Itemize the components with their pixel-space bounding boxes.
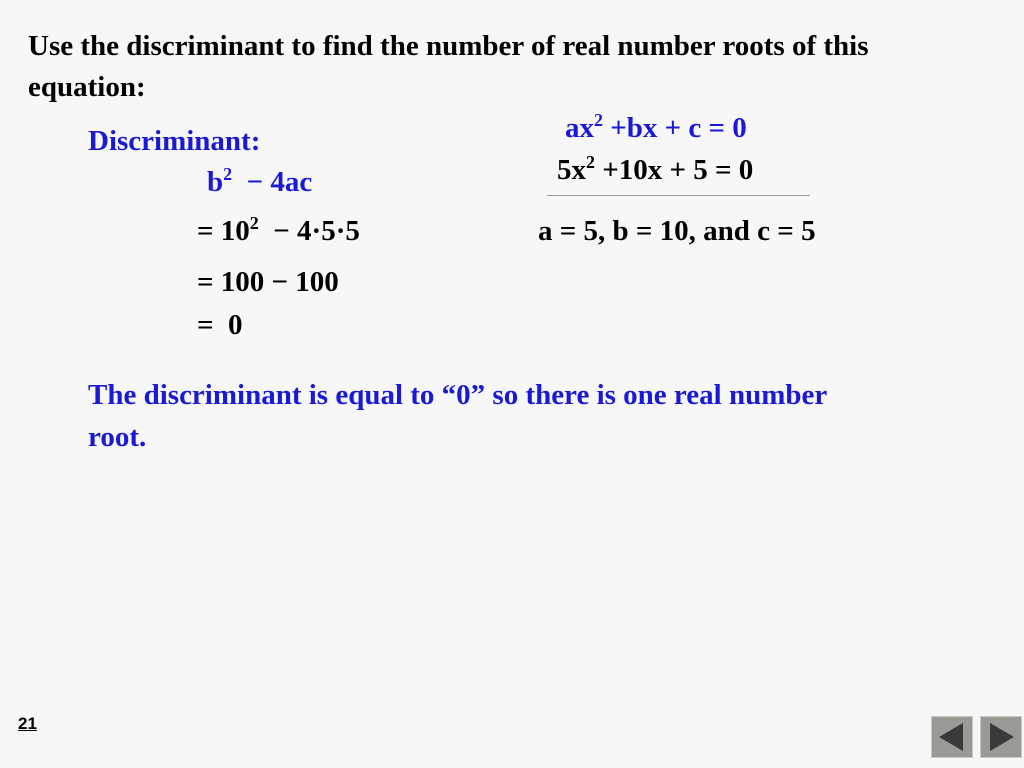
- specific-eq-base: 5x: [557, 154, 586, 186]
- step1-rest: − 4·5·5: [258, 215, 360, 247]
- conclusion-text: The discriminant is equal to “0” so there is one real number root.: [88, 379, 827, 453]
- general-eq-rest: +bx + c = 0: [602, 112, 747, 144]
- equation-divider: [547, 195, 810, 196]
- formula-base: b: [207, 166, 224, 198]
- calculation-step-2: = 100 − 100: [197, 266, 339, 298]
- general-eq-base: ax: [565, 112, 594, 144]
- specific-equation: [557, 151, 754, 187]
- slide-title: Use the discriminant to find the number of real number roots of this equation:: [28, 30, 869, 103]
- coefficients-text: a = 5, b = 10, and c = 5: [538, 215, 816, 247]
- discriminant-formula: [207, 163, 313, 199]
- formula-rest: − 4ac: [232, 166, 313, 198]
- discriminant-label: Discriminant:: [88, 125, 261, 157]
- formula-exponent: 2: [223, 163, 233, 184]
- triangle-right-icon: [981, 717, 1021, 757]
- specific-eq-exponent: 2: [586, 151, 595, 172]
- step1-base: = 10: [197, 215, 250, 247]
- triangle-left-icon: [932, 717, 972, 757]
- general-equation: [565, 109, 747, 145]
- general-eq-exponent: 2: [594, 109, 603, 130]
- calculation-step-3: = 0: [197, 309, 243, 341]
- step1-exponent: 2: [249, 212, 259, 233]
- page-number: 21: [18, 714, 37, 733]
- calculation-step-1: [197, 212, 360, 248]
- next-slide-button[interactable]: [980, 716, 1022, 758]
- previous-slide-button[interactable]: [931, 716, 973, 758]
- specific-eq-rest: +10x + 5 = 0: [594, 154, 754, 186]
